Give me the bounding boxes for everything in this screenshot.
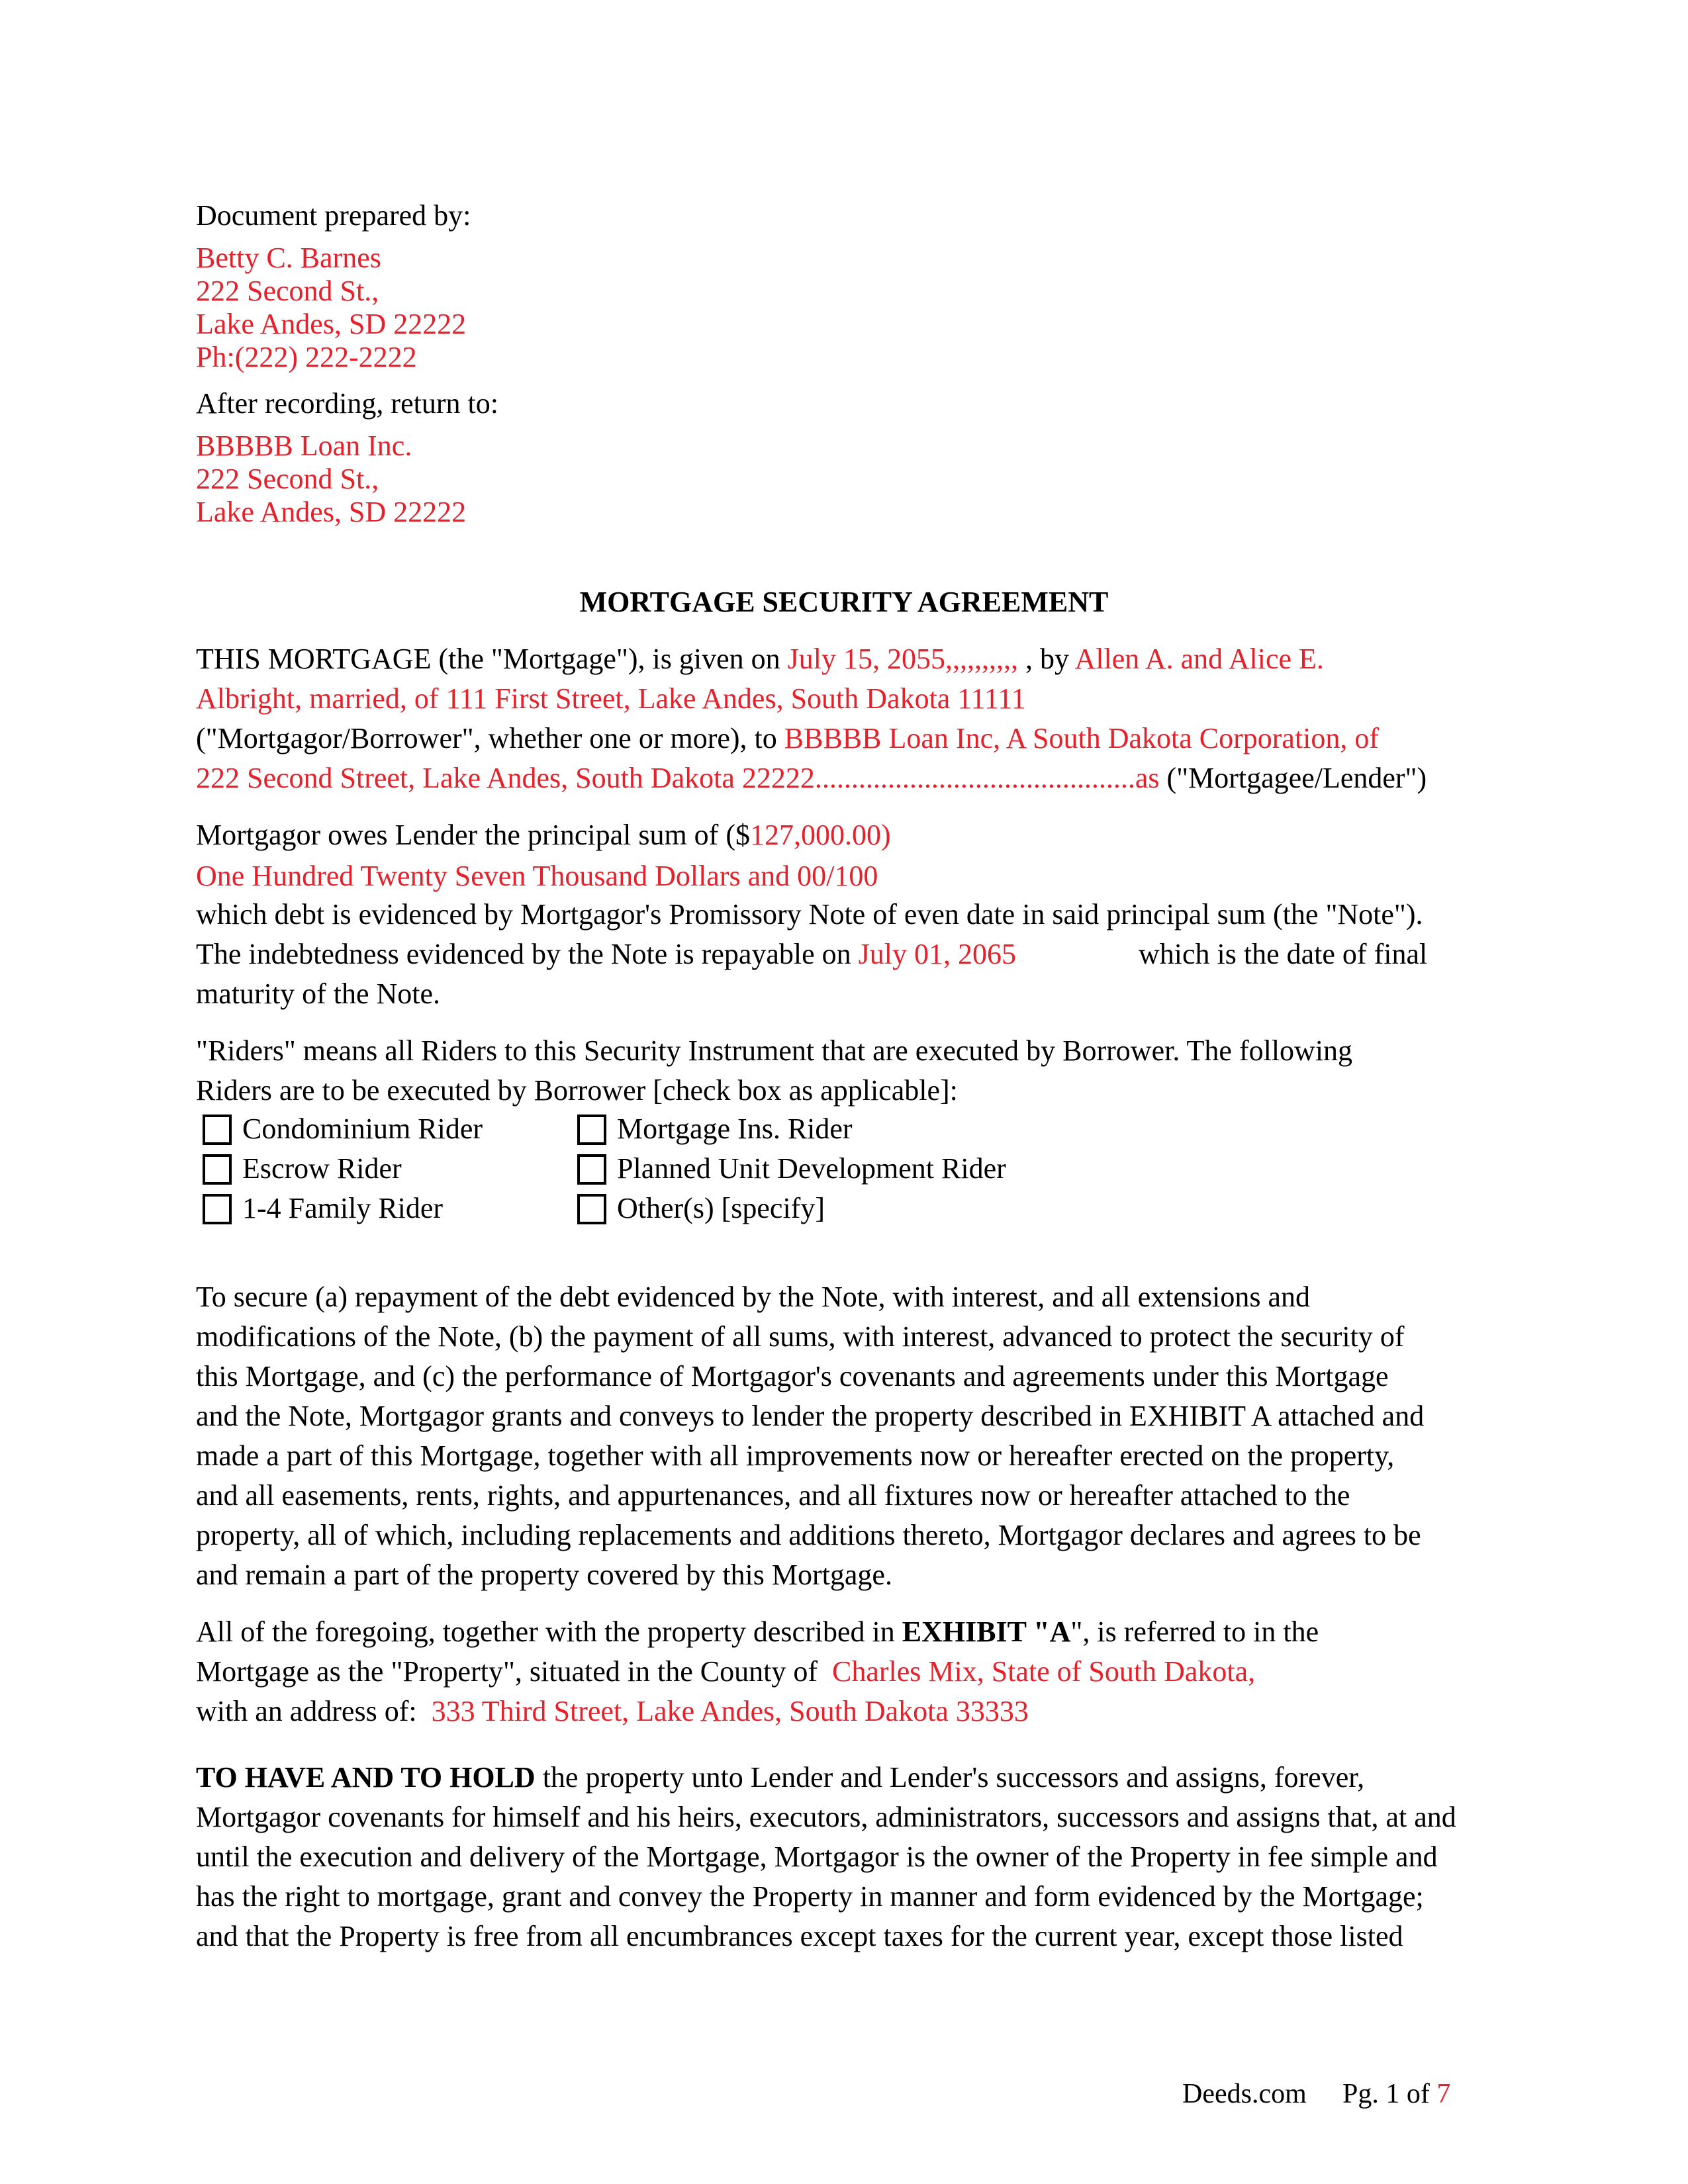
return-street: 222 Second St., [196,463,379,495]
footer-site: Deeds.com [1182,2079,1307,2109]
property-county: Charles Mix, State of South Dakota, [831,1655,1256,1688]
hold-line-1 [196,1760,1364,1795]
document-title: MORTGAGE SECURITY AGREEMENT [579,586,1109,618]
riders-line-2: Riders are to be executed by Borrower [check box as applicable]: [196,1074,958,1107]
secure-line-1: To secure (a) repayment of the debt evidenced by the Note, with interest, and all extensions and [196,1281,1310,1313]
maturity-date: July 01, 2065 [858,938,1017,970]
intro-line-3 [196,721,1379,756]
principal-text-1: Mortgagor owes Lender the principal sum of ($ [196,819,750,851]
property-line-1 [196,1615,1319,1649]
secure-line-5: made a part of this Mortgage, together with all improvements now or hereafter erected on the property, [196,1439,1395,1472]
preparer-phone: Ph:(222) 222-2222 [196,341,417,373]
mortgage-ins-rider-label: Mortgage Ins. Rider [617,1113,853,1145]
preparer-name: Betty C. Barnes [196,242,381,274]
intro-text-2: , by [1025,643,1069,675]
secure-line-6: and all easements, rents, rights, and appurtenances, and all fixtures now or hereafter attached to the [196,1479,1350,1512]
return-name: BBBBB Loan Inc. [196,430,412,462]
principal-words: One Hundred Twenty Seven Thousand Dollars and 00/100 [196,860,878,892]
hold-line-4: has the right to mortgage, grant and convey the Property in manner and form evidenced by the Mortgage; [196,1880,1424,1913]
property-line-3 [196,1694,1029,1729]
other-rider-checkbox[interactable] [577,1194,606,1224]
principal-amount: 127,000.00) [750,819,891,851]
secure-line-2: modifications of the Note, (b) the payment of all sums, with interest, advanced to protect the security of [196,1320,1405,1353]
property-text-3: Mortgage as the "Property", situated in the County of [196,1655,818,1688]
intro-line-1 [196,642,1324,676]
pud-rider-checkbox[interactable] [577,1154,606,1185]
intro-text-4: ("Mortgagee/Lender") [1166,762,1427,794]
return-label: After recording, return to: [196,387,498,420]
principal-line-4 [196,937,1016,972]
property-text-4: with an address of: [196,1695,417,1727]
lender-name: BBBBB Loan Inc, A South Dakota Corporation, of [784,722,1380,754]
mortgage-date: July 15, 2055,,,,,,,,,, [787,643,1018,675]
principal-text-3: The indebtedness evidenced by the Note is repayable on [196,938,851,970]
principal-line-1 [196,818,891,852]
footer-page [1342,2077,1450,2111]
intro-line-4 [196,761,1427,796]
family-rider-label: 1-4 Family Rider [242,1192,444,1224]
hold-text-1: the property unto Lender and Lender's successors and assigns, forever, [542,1761,1365,1794]
return-city: Lake Andes, SD 22222 [196,496,467,528]
hold-line-2: Mortgagor covenants for himself and his heirs, executors, administrators, successors and assigns that, at and [196,1801,1456,1833]
condominium-rider-checkbox[interactable] [203,1115,232,1145]
property-text-1: All of the foregoing, together with the property described in [196,1615,895,1648]
condominium-rider-label: Condominium Rider [242,1113,483,1145]
principal-text-4: which is the date of final [1139,938,1428,970]
other-rider-label: Other(s) [specify] [617,1192,825,1224]
escrow-rider-checkbox[interactable] [203,1154,232,1185]
preparer-label: Document prepared by: [196,199,471,232]
property-address: 333 Third Street, Lake Andes, South Dakota 33333 [431,1695,1029,1727]
secure-line-3: this Mortgage, and (c) the performance of Mortgagor's covenants and agreements under this Mortgage [196,1360,1389,1392]
preparer-city: Lake Andes, SD 22222 [196,308,467,340]
escrow-rider-label: Escrow Rider [242,1152,402,1185]
borrower-details: Albright, married, of 111 First Street, Lake Andes, South Dakota 11111 [196,682,1026,715]
intro-text-1: THIS MORTGAGE (the "Mortgage"), is given on [196,643,780,675]
principal-line-5: maturity of the Note. [196,978,441,1010]
riders-line-1: "Riders" means all Riders to this Security Instrument that are executed by Borrower. The following [196,1034,1353,1067]
hold-line-5: and that the Property is free from all encumbrances except taxes for the current year, except those listed [196,1920,1403,1952]
hold-line-3: until the execution and delivery of the Mortgage, Mortgagor is the owner of the Property in fee simple and [196,1841,1438,1873]
preparer-street: 222 Second St., [196,275,379,307]
intro-text-3: ("Mortgagor/Borrower", whether one or more), to [196,722,777,754]
hold-heading: TO HAVE AND TO HOLD [196,1761,536,1794]
secure-line-7: property, all of which, including replacements and additions thereto, Mortgagor declares and agrees to be [196,1519,1421,1551]
borrower-names: Allen A. and Alice E. [1074,643,1324,675]
property-line-2 [196,1655,1255,1689]
footer-page-prefix: Pg. 1 of [1342,2079,1430,2109]
mortgage-ins-rider-checkbox[interactable] [577,1115,606,1145]
principal-line-3: which debt is evidenced by Mortgagor's Promissory Note of even date in said principal sum (the "Note"). [196,898,1423,931]
footer-page-total: 7 [1436,2079,1451,2109]
family-rider-checkbox[interactable] [203,1194,232,1224]
pud-rider-label: Planned Unit Development Rider [617,1152,1006,1185]
lender-address: 222 Second Street, Lake Andes, South Dakota 22222............................................as [196,762,1160,794]
exhibit-reference: EXHIBIT "A [902,1615,1071,1648]
secure-line-4: and the Note, Mortgagor grants and conveys to lender the property described in EXHIBIT A attached and [196,1400,1425,1432]
secure-line-8: and remain a part of the property covered by this Mortgage. [196,1559,892,1591]
property-text-2: ", is referred to in the [1070,1615,1319,1648]
